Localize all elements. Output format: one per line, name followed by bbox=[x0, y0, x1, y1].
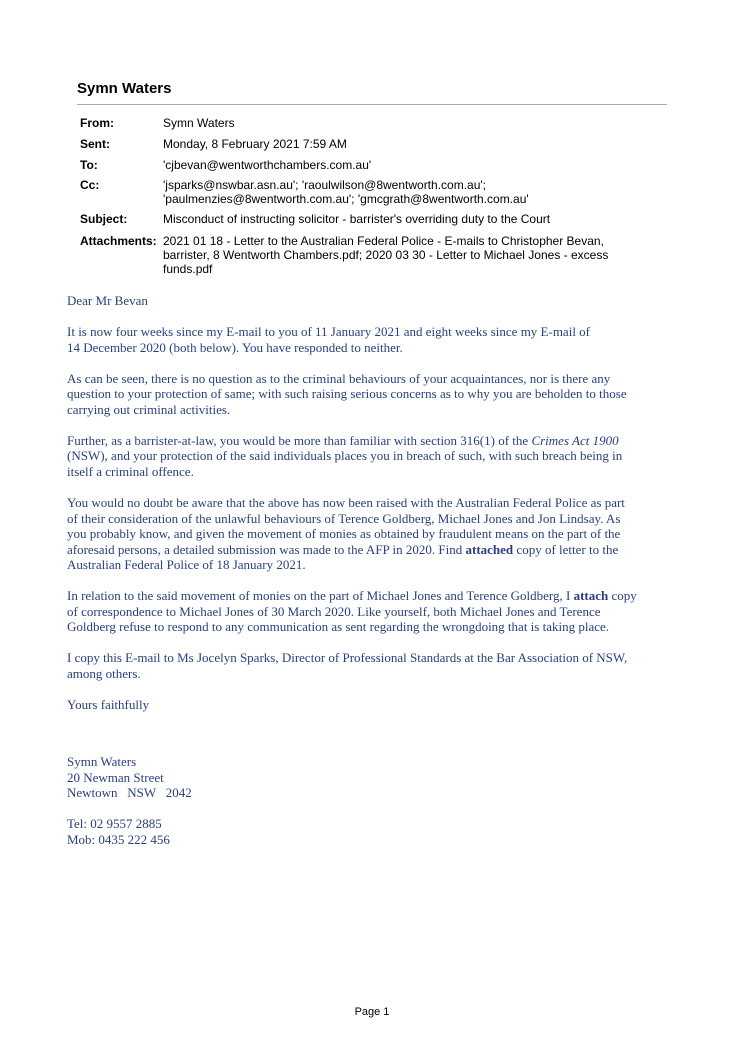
emphasis-attach: attach bbox=[573, 588, 609, 604]
salutation: Dear Mr Bevan bbox=[67, 293, 148, 308]
paragraph-2: As can be seen, there is no question as to the criminal behaviours of your acquaintances, nor is there any question to your protection of same; with such raising serious concerns as to why you are beholden to those carrying out criminal activities. bbox=[67, 370, 627, 417]
from-value: Symn Waters bbox=[163, 116, 235, 130]
signature-name: Symn Waters bbox=[67, 754, 137, 769]
cc-value bbox=[163, 178, 638, 206]
page-number: Page 1 bbox=[354, 1006, 390, 1018]
emphasis-attached: attached bbox=[465, 541, 514, 557]
attachment-line: funds.pdf bbox=[163, 262, 213, 276]
email-body bbox=[67, 293, 677, 728]
sender-heading: Symn Waters bbox=[77, 80, 172, 97]
paragraph-4: You would no doubt be aware that the above has now been raised with the Australian Federal Police as part of their consideration of the unlawful behaviours of Terence Goldberg, Michael Jones and Jon Lindsay. As you probably know, and given the movement of monies as obtained by fraudulent means on the part of the aforesaid persons, a detailed submission was made to the AFP in 2020. Find attached copy of letter to the Australian Federal Police of 18 January 2021. bbox=[67, 494, 625, 573]
act-title: Crimes Act 1900 bbox=[531, 432, 619, 448]
cc-line: 'jsparks@nswbar.asn.au'; 'raoulwilson@8wentworth.com.au'; bbox=[163, 178, 487, 192]
signature-tel: Tel: 02 9557 2885 bbox=[67, 816, 162, 831]
attachments-label: Attachments: bbox=[80, 234, 157, 248]
signature-street: 20 Newman Street bbox=[67, 769, 164, 785]
cc-label: Cc: bbox=[80, 178, 100, 192]
to-label: To: bbox=[80, 158, 98, 172]
subject-label: Subject: bbox=[80, 212, 128, 226]
paragraph-5: In relation to the said movement of monies on the part of Michael Jones and Terence Goldberg, I attach copy of correspondence to Michael Jones of 30 March 2020. Like yourself, both Michael Jones and Terence Goldberg refuse to respond to any communication as sent regarding the wrongdoing that is taking place. bbox=[67, 588, 637, 635]
attachment-line: 2021 01 18 - Letter to the Australian Federal Police - E-mails to Christopher Bevan, bbox=[163, 234, 604, 248]
to-value: 'cjbevan@wentworthchambers.com.au' bbox=[163, 158, 372, 172]
subject-value: Misconduct of instructing solicitor - barrister's overriding duty to the Court bbox=[163, 212, 551, 226]
signature-block bbox=[67, 754, 192, 801]
contact-block bbox=[67, 816, 170, 847]
paragraph-3: Further, as a barrister-at-law, you would be more than familiar with section 316(1) of the Crimes Act 1900 (NSW), and your protection of the said individuals places you in breach of such, with such breach being in itself a criminal offence. bbox=[67, 432, 623, 479]
closing: Yours faithfully bbox=[67, 697, 150, 713]
heading-divider bbox=[77, 104, 667, 105]
signature-suburb: Newtown NSW 2042 bbox=[67, 785, 192, 801]
from-label: From: bbox=[80, 116, 114, 130]
attachments-value bbox=[163, 234, 638, 276]
attachment-line: barrister, 8 Wentworth Chambers.pdf; 2020 03 30 - Letter to Michael Jones - excess bbox=[163, 248, 609, 262]
paragraph-6: I copy this E-mail to Ms Jocelyn Sparks, Director of Professional Standards at the Bar Association of NSW, among others. bbox=[67, 650, 628, 682]
sent-label: Sent: bbox=[80, 137, 110, 151]
sent-value: Monday, 8 February 2021 7:59 AM bbox=[163, 137, 347, 151]
cc-line: 'paulmenzies@8wentworth.com.au'; 'gmcgrath@8wentworth.com.au' bbox=[163, 192, 529, 206]
signature-mob: Mob: 0435 222 456 bbox=[67, 831, 170, 847]
paragraph-1: It is now four weeks since my E-mail to you of 11 January 2021 and eight weeks since my E-mail of 14 December 2020 (both below). You have responded to neither. bbox=[67, 323, 591, 355]
